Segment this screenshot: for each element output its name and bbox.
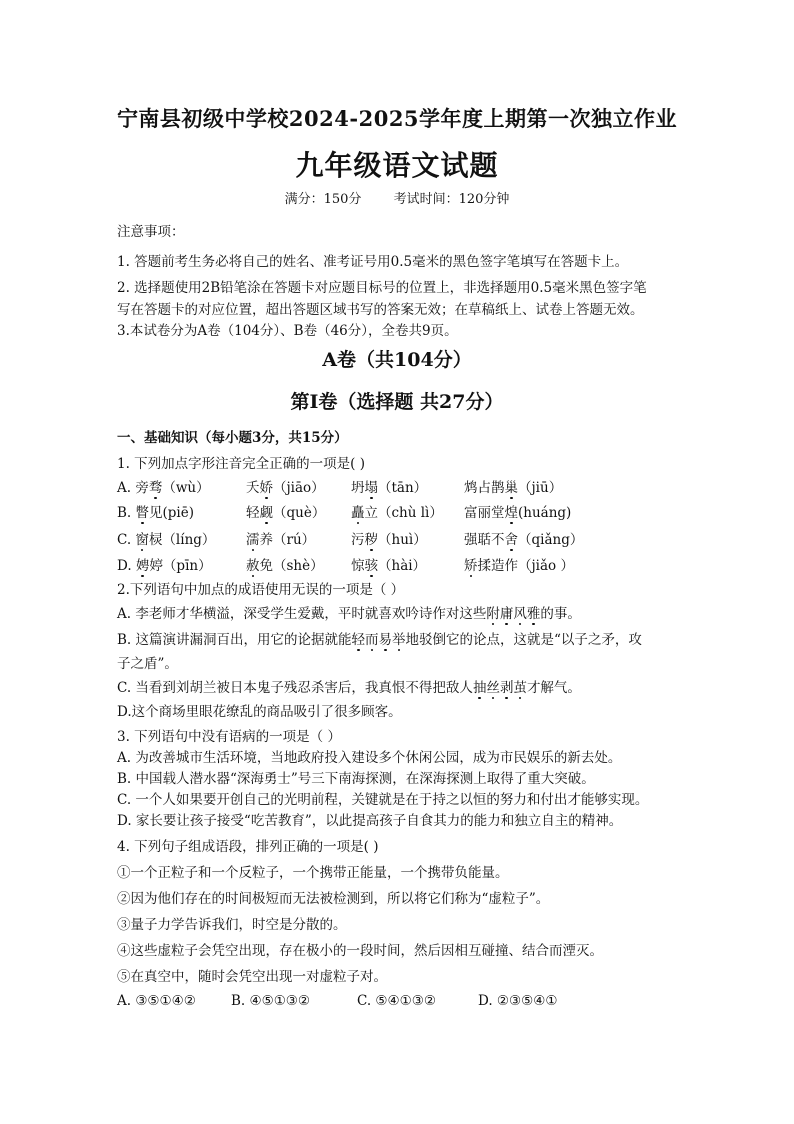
q4-sentence: ⑤在真空中，随时会凭空出现一对虚粒子对。	[117, 969, 387, 985]
notice-item: 3.本试卷分为A卷（104分）、B卷（46分），全卷共9页。	[117, 323, 458, 339]
notice-item: 1. 答题前考生务必将自己的姓名、准考证号用0.5毫米的黑色签字笔填写在答题卡上。	[117, 254, 629, 270]
emphasized-char: 轻	[351, 632, 366, 648]
emphasized-char: 风	[513, 606, 527, 622]
q4-sentence: ①一个正粒子和一个反粒子，一个携带正能量，一个携带负能量。	[117, 865, 509, 881]
full-score: 满分：150分	[284, 192, 362, 207]
q3-stem: 3. 下列语句中没有语病的一项是（ ）	[117, 729, 341, 745]
notice-heading: 注意事项：	[117, 224, 185, 240]
q4-sentence: ④这些虚粒子会凭空出现，存在极小的一段时间，然后因相互碰撞、结合而湮灭。	[117, 943, 603, 959]
q4-stem: 4. 下列句子组成语段，排列正确的一项是( )	[117, 839, 379, 855]
q3-option-b: B. 中国载人潜水器“深海勇士”号三下南海探测，在深海探测上取得了重大突破。	[117, 771, 595, 787]
emphasized-char: 庸	[499, 606, 514, 622]
exam-time: 考试时间：120分钟	[393, 192, 510, 207]
exam-title: 九年级语文试题	[295, 149, 499, 182]
q1-option-b-item-4: 富丽堂煌(huáng)	[464, 505, 572, 521]
q1-stem: 1. 下列加点字形注音完全正确的一项是( )	[117, 456, 365, 472]
part-1-heading: 第Ⅰ卷（选择题 共27分）	[290, 391, 504, 413]
emphasized-char: 丝	[486, 680, 500, 696]
q4-option-b: B. ④⑤①③②	[231, 993, 311, 1009]
q1-option-d-item-4: 矫揉造作（jiǎo ）	[464, 558, 574, 574]
emphasized-char: 茧	[513, 680, 527, 696]
notice-item: 2. 选择题使用2B铅笔涂在答题卡对应题目标号的位置上，非选择题用0.5毫米黑色签字笔	[117, 280, 647, 296]
q1-option-a-item-2: 夭娇（jiāo）	[246, 480, 325, 496]
emphasized-char: 剥	[499, 680, 514, 696]
emphasized-char: 抽	[472, 680, 487, 696]
q2-option-a-idiom	[486, 606, 540, 622]
basic-knowledge-heading: 一、基础知识（每小题3分，共15分）	[117, 430, 348, 446]
emphasized-char: 举	[392, 632, 406, 648]
emphasized-char: 附	[486, 606, 500, 622]
q3-option-d: D. 家长要让孩子接受“吃苦教育”，以此提高孩子自食其力的能力和独立自主的精神。	[117, 813, 623, 829]
q3-option-a: A. 为改善城市生活环境，当地政府投入建设多个休闲公园，成为市民娱乐的新去处。	[117, 750, 622, 766]
q2-option-c: C. 当看到刘胡兰被日本鬼子残忍杀害后，我真恨不得把敌人抽丝剥茧才解气。	[117, 680, 581, 696]
q1-option-d-item-3: 惊骇（hài）	[351, 558, 427, 574]
q4-option-c: C. ⑤④①③②	[357, 993, 436, 1009]
q1-option-c: C. 窗棂（líng）	[117, 532, 216, 548]
q1-option-a-item-4: 鸩占鹊巢（jiū）	[464, 480, 563, 496]
q1-option-c-item-2: 濡养（rú）	[246, 532, 316, 548]
q1-option-d: D. 娉婷（pīn）	[117, 558, 212, 574]
emphasized-char: 雅	[526, 606, 541, 622]
q4-option-d: D. ②③⑤④①	[478, 993, 558, 1009]
q1-option-b-item-2: 轻觑（què）	[246, 505, 326, 521]
section-a-heading: A卷（共104分）	[322, 349, 472, 371]
notice-item: 写在答题卡的对应位置，超出答题区域书写的答案无效；在草稿纸上、试卷上答题无效。	[117, 302, 644, 318]
q1-option-c-item-4: 强聒不舍（qiǎng）	[464, 532, 584, 548]
q4-option-a: A. ③⑤①④②	[117, 993, 196, 1009]
q1-option-a-item-3: 坍塌（tān）	[351, 480, 428, 496]
q2-stem: 2.下列语句中加点的成语使用无误的一项是（ ）	[117, 582, 405, 598]
school-title: 宁南县初级中学校2024-2025学年度上期第一次独立作业	[116, 106, 678, 131]
exam-meta	[0, 188, 794, 207]
q2-option-b-cont: 子之盾”。	[117, 656, 178, 672]
emphasized-char: 而	[365, 632, 379, 648]
q2-option-b: B. 这篇演讲漏洞百出，用它的论据就能轻而易举地驳倒它的论点，这就是“以子之矛，攻	[117, 632, 642, 648]
q1-option-b-item-3: 矗立（chù lì）	[351, 505, 443, 521]
emphasized-char: 易	[378, 632, 393, 648]
q2-option-d: D.这个商场里眼花缭乱的商品吸引了很多顾客。	[117, 704, 402, 720]
q1-option-a: A. 旁骛（wù）	[117, 480, 210, 496]
q3-option-c: C. 一个人如果要开创自己的光明前程，关键就是在于持之以恒的努力和付出才能够实现。	[117, 792, 649, 808]
q1-option-d-item-2: 赦免（shè）	[246, 558, 324, 574]
q2-option-a: A. 李老师才华横溢，深受学生爱戴，平时就喜欢吟诗作对这些附庸风雅的事。	[117, 606, 581, 622]
q1-option-c-item-3: 污秽（huì）	[351, 532, 427, 548]
q1-option-b: B. 瞥见(piē)	[117, 505, 194, 521]
q2-option-b-idiom	[352, 632, 406, 648]
q4-sentence: ③量子力学告诉我们，时空是分散的。	[117, 917, 347, 933]
q2-option-c-idiom	[473, 680, 527, 696]
q4-sentence: ②因为他们存在的时间极短而无法被检测到，所以将它们称为“虚粒子”。	[117, 891, 550, 907]
